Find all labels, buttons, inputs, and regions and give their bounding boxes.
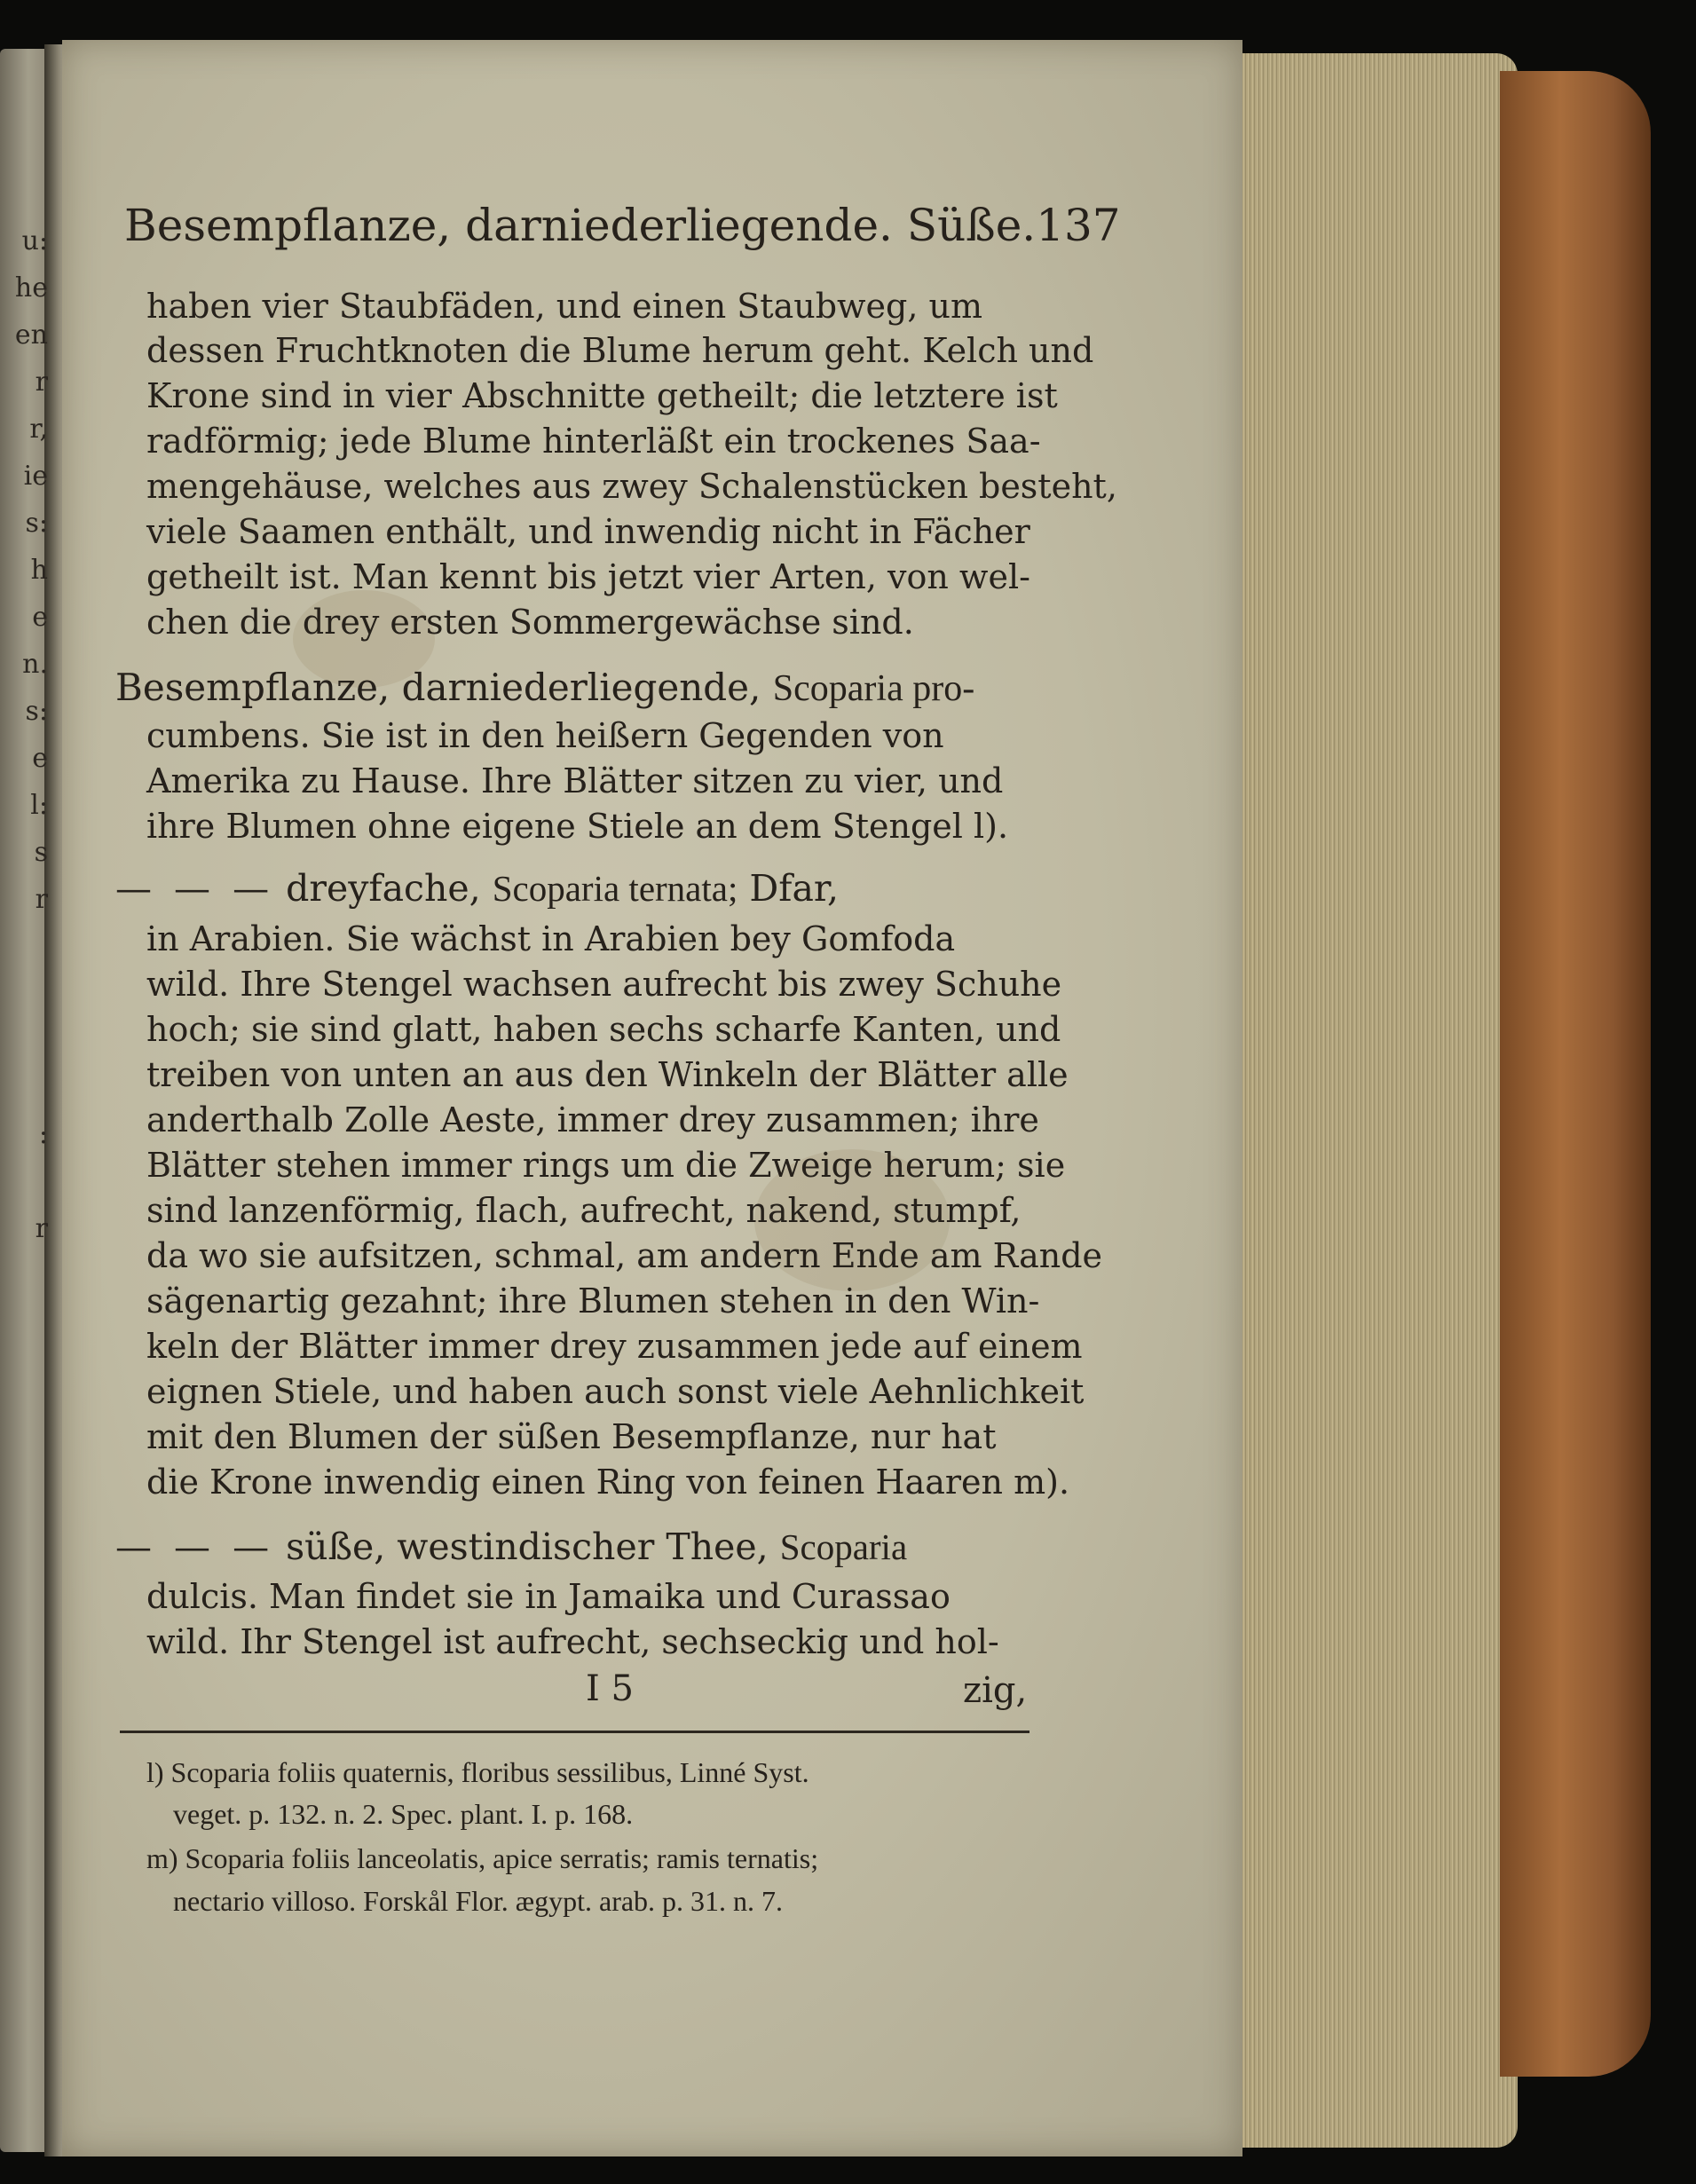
footnote-line: l) Scoparia foliis quaternis, floribus sessilibus, Linné Syst. — [146, 1756, 809, 1788]
left-edge-fragment: e — [32, 602, 48, 633]
text-line: dessen Fruchtknoten die Blume herum geht. Kelch und — [146, 331, 1094, 370]
left-edge-fragment: h — [30, 555, 48, 586]
left-edge-fragment: en — [14, 319, 48, 351]
left-edge-fragment: r — [35, 884, 48, 915]
entry-heading: süße, westindischer Thee, — [286, 1526, 769, 1568]
text-line: treiben von unten an aus den Winkeln der Blätter alle — [146, 1055, 1069, 1094]
entry-dashes: — — — — [115, 867, 275, 910]
left-edge-fragment: he — [14, 272, 48, 304]
text-line: viele Saamen enthält, und inwendig nicht in Fächer — [146, 512, 1030, 551]
left-edge-fragment: s: — [25, 508, 48, 539]
entry-heading-line — [115, 667, 974, 709]
footnote-line: nectario villoso. Forskål Flor. ægypt. arab. p. 31. n. 7. — [173, 1885, 784, 1917]
left-edge-fragment: e — [32, 743, 48, 774]
text-line: Blätter stehen immer rings um die Zweige herum; sie — [146, 1146, 1066, 1185]
entry-heading-line — [115, 868, 839, 909]
text-line: wild. Ihr Stengel ist aufrecht, sechseckig und hol- — [146, 1622, 999, 1661]
entry-heading-tail: Dfar, — [749, 867, 840, 910]
header-title: Besempflanze, darniederliegende. Süße. — [124, 200, 1037, 251]
text-line: radförmig; jede Blume hinterläßt ein trockenes Saa- — [146, 422, 1041, 461]
text-line: die Krone inwendig einen Ring von feinen Haaren m). — [146, 1463, 1070, 1502]
page-block-edges — [1216, 53, 1518, 2148]
text-line: eignen Stiele, und haben auch sonst viele Aehnlichkeit — [146, 1372, 1085, 1411]
text-line: Krone sind in vier Abschnitte getheilt; die letztere ist — [146, 376, 1058, 415]
text-line: chen die drey ersten Sommergewächse sind. — [146, 603, 914, 642]
signature-mark: I 5 — [586, 1668, 634, 1709]
left-edge-fragment: u: — [21, 225, 48, 256]
footnote-rule — [120, 1731, 1029, 1733]
catchword: zig, — [963, 1670, 1028, 1711]
text-line: dulcis. Man findet sie in Jamaika und Curassao — [146, 1577, 951, 1616]
entry-heading: dreyfache, — [286, 867, 481, 910]
left-edge-fragment: r, — [29, 414, 48, 445]
text-line: Amerika zu Hause. Ihre Blätter sitzen zu vier, und — [146, 761, 1004, 800]
text-line: keln der Blätter immer drey zusammen jede auf einem — [146, 1327, 1083, 1366]
footnote-line: m) Scoparia foliis lanceolatis, apice serratis; ramis ternatis; — [146, 1842, 819, 1874]
text-line: in Arabien. Sie wächst in Arabien bey Gomfoda — [146, 919, 956, 958]
latin-name: Scoparia ternata; — [492, 868, 738, 909]
left-edge-fragment: s — [34, 837, 48, 868]
text-line: anderthalb Zolle Aeste, immer drey zusammen; ihre — [146, 1100, 1039, 1139]
text-line: mengehäuse, welches aus zwey Schalenstücken besteht, — [146, 467, 1117, 506]
text-line: haben vier Staubfäden, und einen Staubweg, um — [146, 287, 983, 326]
text-line: sind lanzenförmig, flach, aufrecht, nakend, stumpf, — [146, 1191, 1022, 1230]
left-edge-fragment: r — [35, 1213, 48, 1244]
left-edge-fragment: : — [38, 1119, 48, 1150]
left-edge-fragment: s: — [25, 696, 48, 727]
left-edge-fragment: ie — [23, 461, 48, 492]
text-line: sägenartig gezahnt; ihre Blumen stehen in den Win- — [146, 1281, 1040, 1321]
left-edge-fragment: n. — [22, 649, 48, 680]
text-line: cumbens. Sie ist in den heißern Gegenden von — [146, 716, 944, 755]
page-number: 137 — [1036, 200, 1121, 251]
entry-dashes: — — — — [115, 1526, 275, 1568]
left-edge-fragment: l: — [30, 790, 48, 821]
text-line: wild. Ihre Stengel wachsen aufrecht bis zwey Schuhe — [146, 965, 1062, 1004]
text-line: mit den Blumen der süßen Besempflanze, nur hat — [146, 1417, 997, 1456]
left-edge-fragment: r — [35, 367, 48, 398]
text-line: ihre Blumen ohne eigene Stiele an dem Stengel l). — [146, 807, 1009, 846]
text-line: hoch; sie sind glatt, haben sechs scharfe Kanten, und — [146, 1010, 1061, 1049]
text-line: da wo sie aufsitzen, schmal, am andern Ende am Rande — [146, 1236, 1103, 1275]
text-line: getheilt ist. Man kennt bis jetzt vier Arten, von wel- — [146, 557, 1030, 596]
footnote-line: veget. p. 132. n. 2. Spec. plant. I. p. 168. — [173, 1798, 634, 1830]
entry-heading: Besempflanze, darniederliegende, — [115, 666, 761, 709]
latin-name: Scoparia — [779, 1526, 908, 1567]
latin-name: Scoparia pro- — [772, 668, 975, 709]
book-cover — [1500, 71, 1651, 2077]
running-header — [124, 200, 1121, 251]
entry-heading-line — [115, 1526, 907, 1567]
